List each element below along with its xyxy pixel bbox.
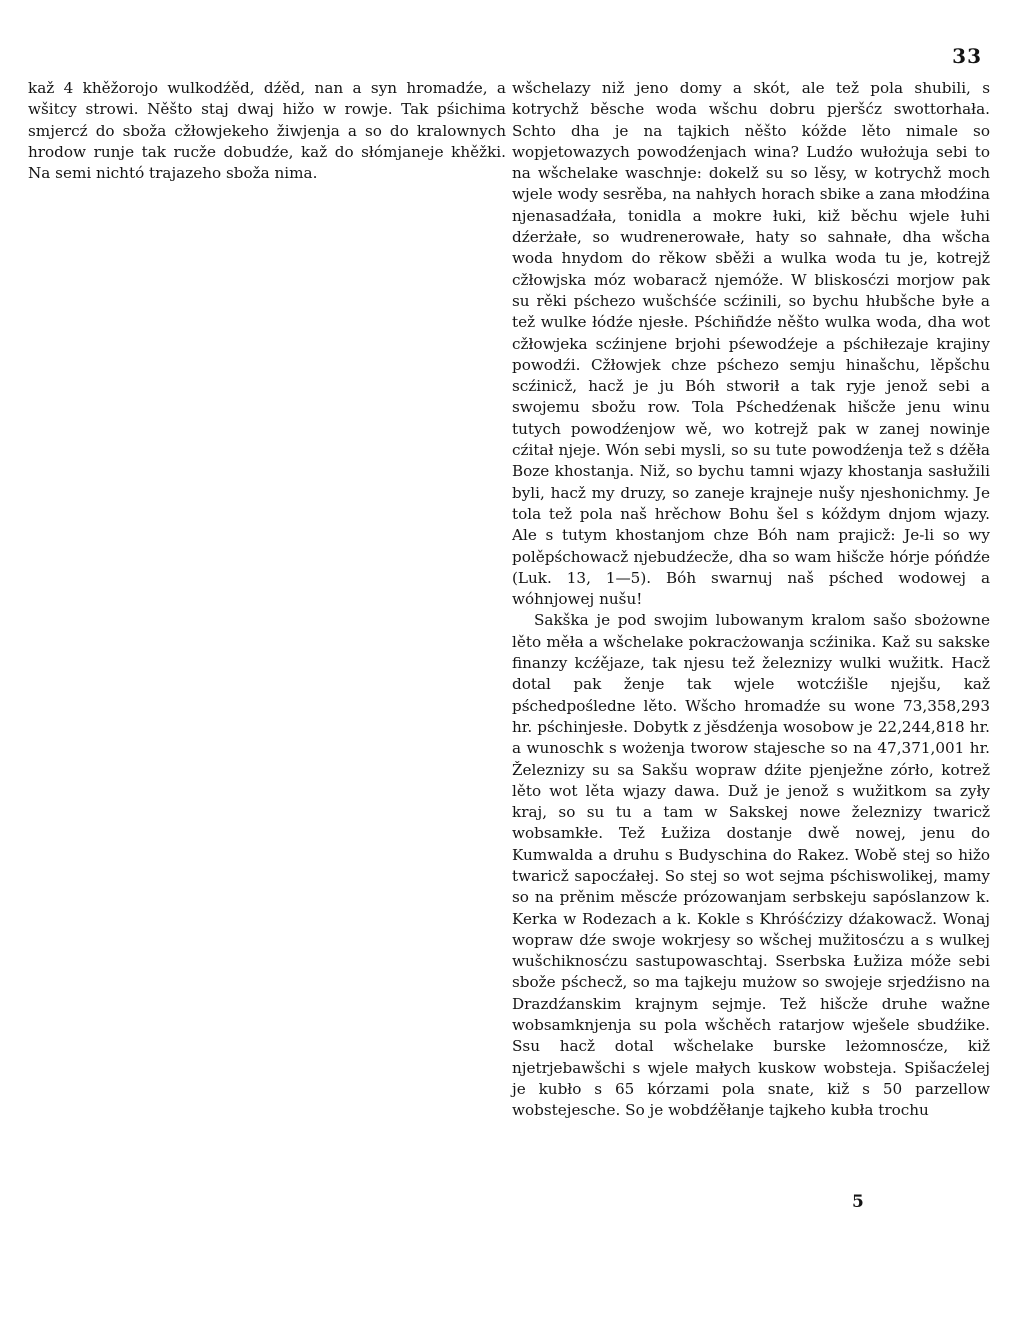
- right-column: [512, 78, 990, 1122]
- left-paragraph-1: kaž 4 khěžorojo wulkodźěd, dźěd, nan a syn hromadźe, a wšitcy strowi. Něšto staj dwaj hižo w rowje. Tak pśichima smjercź do sboža cžłowjekeho žiwjenja a so do kralownych hrodow runje tak rucže dobudźe, kaž do słómjaneje khěžki. Na semi nichtó trajazeho sboža nima.: [28, 79, 506, 183]
- right-paragraph-2: Sakška je pod swojim lubowanym kralom sašo sbożowne lěto měła a wšchelake pokracżowanja scźinika. Kaž su sakske finanzy kcźějaze, tak njesu tež železnizy wulki wužitk. Hacž dotal pak ženje tak wjele wotcźišle njejšu, kaž pśchedpośledne lěto. Wšcho hromadźe su wone 73,358,293 hr. pśchinjesłe. Dobytk z jěsdźenja wosobow je 22,244,818 hr. a wunoschk s wożenja tworow stajesche so na 47,371,001 hr. Železnizy su sa Sakšu wopraw dźite pjenježne zórło, kotrež lěto wot lěta wjazy dawa. Duž je jenož s wužitkom sa zyły kraj, so su tu a tam w Sakskej nowe železnizy twaricž wobsamkłe. Tež Łužiza dostanje dwě nowej, jenu do Kumwalda a druhu s Budyschina do Rakez. Wobě stej so hižo twaricž sapocźałej. So stej so wot sejma pśchiswolikej, mamy so na prěnim měscźe prózowanjam serbskeju sapóslanzow k. Kerka w Rodezach a k. Kokle s Khróśćzizy dźakowacž. Wonaj wopraw dźe swoje wokrjesy so wšchej mužitosćzu a s wulkej wušchiknosćzu sastupowaschtaj. Sserbska Łužiza móže sebi sbože pśchecž, so ma tajkeju mużow so swojeje srjedźisno na Drazdźanskim krajnym sejmje. Tež hišcže druhe wažne wobsamknjenja su pola wšchěch ratarjow wješele sbudźike. Ssu hacž dotal wšchelake burske leżomnosćze, kiž njetrjebawšchi s wjele małych kuskow wobsteja. Spišacźelej je kubło s 65 kórzami pola snate, kiž s 50 parzellow wobstejesche. So je wobdźěłanje tajkeho kubła trochu: [512, 611, 990, 1120]
- right-paragraph-1: wšchelazy niž jeno domy a skót, ale tež pola shubili, s kotrychž běsche woda wšchu dobru pjeršćz swottorhała. Schto dha je na tajkich něšto kóžde lěto nimale so wopjetowazych powodźenjach wina? Ludźo wułożuja sebi to na wšchelake waschnje: dokelž su so lěsy, w kotrychž moch wjele wody sesrěba, na nahłych horach sbike a zana młodźina njenasadźała, tonidla a mokre łuki, kiž běchu wjele łuhi dźerżałe, so wudrenerowałe, haty so sahnałe, dha wšcha woda hnydom do rěkow sběži a wulka woda tu je, kotrejž cžłowjska móz wobaracž njemóže. W bliskosćzi morjow pak su rěki pśchezo wušchśće scźinili, so bychu hłubšche byłe a tež wulke łódźe njesłe. Pśchiñdźe něšto wulka woda, dha wot cžłowjeka scźinjene brjohi pśewodźeje a pśchiłezaje krajiny powodźi. Cžłowjek chze pśchezo semju hinašchu, lěpšchu scźinicž, hacž je ju Bóh stworił a tak ryje jenož sebi a swojemu sbožu row. Tola Pśchedźenak hišcže jenu winu tutych powodźenjow wě, wo kotrejž pak w zanej nowinje cźitał njeje. Wón sebi mysli, so su tute powodźenja tež s dźěła Boze khostanja. Niž, so bychu tamni wjazy khostanja sasłužili byli, hacž my druzy, so zaneje krajneje nušy njeshonichmy. Je tola tež pola naš hrěchow Bohu šel s kóždym dnjom wjazy. Ale s tutym khostanjom chze Bóh nam prajicž: Je-li so wy polěpśchowacž njebudźecže, dha so wam hišcže hórje póńdźe (Luk. 13, 1—5). Bóh swarnuj naš pśched wodowej a wóhnjowej nušu!: [512, 79, 990, 609]
- page-number: 33: [952, 44, 982, 68]
- left-column: [28, 78, 506, 184]
- signature-mark: 5: [852, 1192, 864, 1212]
